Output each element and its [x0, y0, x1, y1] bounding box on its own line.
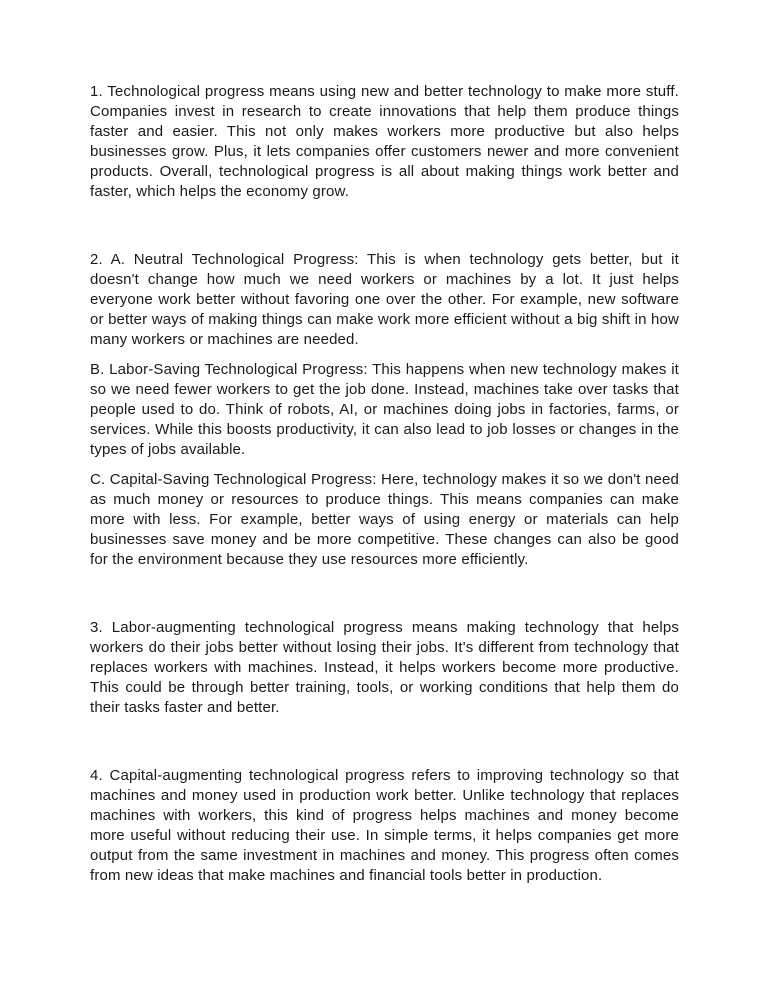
- paragraph-item-3: 3. Labor-augmenting technological progress means making technology that helps workers do their jobs better without losing their jobs. It's different from technology that replaces workers with machines. Instead, it helps workers become more productive. This could be through better training, tools, or working conditions that help them do their tasks faster and better.: [90, 619, 679, 716]
- paragraph-item-1: 1. Technological progress means using new and better technology to make more stuff. Companies invest in research to create innovations that help them produce things faster and easier. This not only makes workers more productive but also helps businesses grow. Plus, it lets companies offer customers newer and more convenient products. Overall, technological progress is all about making things work better and faster, which helps the economy grow.: [90, 83, 679, 200]
- paragraph-item-2a: 2. A. Neutral Technological Progress: This is when technology gets better, but it doesn't change how much we need workers or machines by a lot. It just helps everyone work better without favoring one over the other. For example, new software or better ways of making things can make work more efficient without a big shift in how many workers or machines are needed.: [90, 251, 679, 348]
- paragraph-item-2b: B. Labor-Saving Technological Progress: This happens when new technology makes it so we need fewer workers to get the job done. Instead, machines take over tasks that people used to do. Think of robots, AI, or machines doing jobs in factories, farms, or services. While this boosts productivity, it can also lead to job losses or changes in the types of jobs available.: [90, 361, 679, 458]
- document-text-body: [90, 82, 679, 886]
- paragraph-item-2c: C. Capital-Saving Technological Progress: Here, technology makes it so we don't need as much money or resources to produce things. This means companies can make more with less. For example, better ways of using energy or materials can help businesses save money and be more competitive. These changes can also be good for the environment because they use resources more efficiently.: [90, 471, 679, 568]
- paragraph-item-4: 4. Capital-augmenting technological progress refers to improving technology so that machines and money used in production work better. Unlike technology that replaces machines with workers, this kind of progress helps machines and money become more useful without reducing their use. In simple terms, it helps companies get more output from the same investment in machines and money. This progress often comes from new ideas that make machines and financial tools better in production.: [90, 767, 679, 884]
